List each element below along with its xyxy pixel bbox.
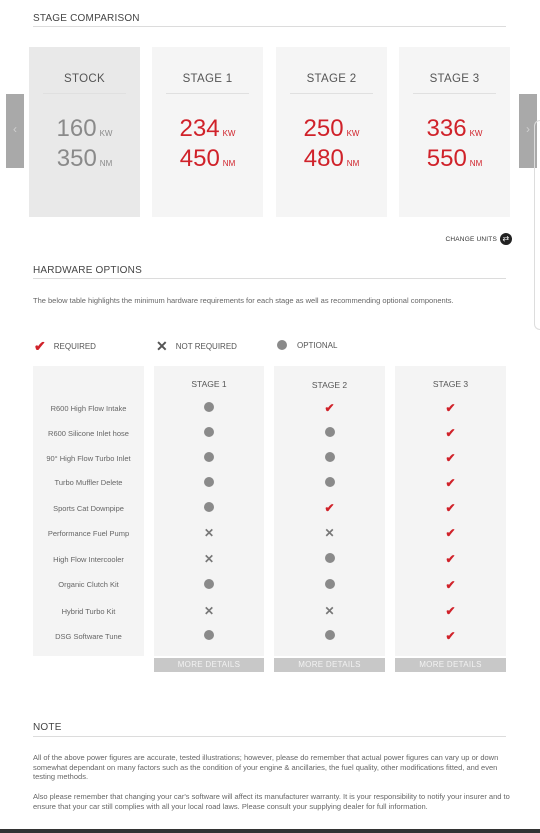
check-icon: ✔	[445, 501, 456, 515]
scroll-edge	[534, 120, 540, 330]
legend-label: REQUIRED	[53, 341, 96, 351]
torque-value: 480	[303, 145, 344, 172]
divider	[33, 278, 506, 279]
power-stat	[399, 115, 510, 143]
component-label: DSG Software Tune	[55, 632, 122, 641]
change-units-label: CHANGE UNITS	[445, 235, 497, 243]
legend-optional	[277, 340, 337, 350]
chevron-left-icon: ‹	[13, 122, 17, 136]
dot-icon	[274, 579, 385, 591]
cross-icon: ✕	[203, 552, 215, 566]
dot-icon	[154, 579, 264, 591]
check-icon: ✔	[445, 526, 456, 540]
check-icon: ✔	[445, 451, 456, 465]
more-details-button-stage-3[interactable]: MORE DETAILS	[395, 658, 506, 672]
stage-2-column	[274, 366, 385, 656]
component-label: Turbo Muffler Delete	[54, 478, 123, 487]
dot-icon	[274, 452, 385, 464]
component-column	[33, 366, 144, 656]
bottom-bar	[0, 829, 540, 833]
dot-icon	[154, 477, 264, 489]
check-icon: ✔	[445, 426, 456, 440]
power-value: 250	[303, 115, 344, 142]
dot-icon	[154, 402, 264, 414]
torque-value: 450	[179, 145, 220, 172]
check-icon: ✔	[34, 338, 46, 354]
power-unit: KW	[346, 129, 360, 138]
power-value: 160	[56, 115, 97, 142]
legend-label: NOT REQUIRED	[175, 341, 237, 351]
power-value: 336	[426, 115, 467, 142]
torque-unit: NM	[222, 159, 236, 168]
cross-icon: ✕	[324, 604, 335, 618]
power-stat	[152, 115, 263, 143]
check-icon: ✔	[445, 401, 456, 415]
note-title: NOTE	[33, 722, 62, 733]
stage-card-stage-1	[152, 47, 263, 217]
legend-required	[34, 340, 96, 352]
torque-unit: NM	[346, 159, 360, 168]
torque-stat	[29, 145, 140, 173]
check-icon: ✔	[324, 401, 335, 415]
component-label: 90° High Flow Turbo Inlet	[46, 454, 131, 463]
cross-icon: ✕	[324, 526, 335, 540]
divider	[33, 736, 506, 737]
column-header: STAGE 3	[432, 379, 469, 389]
swap-icon: ⇄	[500, 233, 512, 245]
legend-not-required	[156, 340, 237, 352]
power-unit: KW	[469, 129, 483, 138]
torque-value: 350	[56, 145, 97, 172]
check-icon: ✔	[445, 604, 456, 618]
check-icon: ✔	[324, 501, 335, 515]
torque-value: 550	[426, 145, 467, 172]
dot-icon	[154, 427, 264, 439]
torque-stat	[399, 145, 510, 173]
stage-card-stock	[29, 47, 140, 217]
power-stat	[29, 115, 140, 143]
torque-unit: NM	[99, 159, 113, 168]
cross-icon: ✕	[203, 526, 215, 540]
dot-icon	[277, 340, 287, 350]
check-icon: ✔	[445, 552, 456, 566]
torque-stat	[152, 145, 263, 173]
more-details-button-stage-1[interactable]: MORE DETAILS	[154, 658, 264, 672]
stage-1-column	[154, 366, 264, 656]
dot-icon	[274, 630, 385, 642]
divider	[33, 26, 506, 27]
stage-card-stage-2	[276, 47, 387, 217]
component-label: R600 Silicone Inlet hose	[48, 429, 129, 438]
check-icon: ✔	[445, 476, 456, 490]
divider	[166, 93, 249, 94]
torque-unit: NM	[469, 159, 483, 168]
prev-button[interactable]	[6, 94, 24, 168]
component-label: R600 High Flow Intake	[50, 404, 127, 413]
stage-name: STAGE 3	[429, 73, 480, 85]
torque-stat	[276, 145, 387, 173]
column-header: STAGE 1	[191, 379, 227, 389]
stage-comparison-title: STAGE COMPARISON	[33, 13, 140, 24]
power-value: 234	[179, 115, 220, 142]
cross-icon: ✕	[203, 604, 215, 618]
power-unit: KW	[222, 129, 236, 138]
check-icon: ✔	[445, 578, 456, 592]
check-icon: ✔	[445, 629, 456, 643]
legend-label: OPTIONAL	[297, 340, 338, 350]
power-unit: KW	[99, 129, 113, 138]
stage-3-column	[395, 366, 506, 656]
component-label: Hybrid Turbo Kit	[61, 607, 116, 616]
cross-icon: ✕	[156, 338, 168, 354]
dot-icon	[154, 452, 264, 464]
power-stat	[276, 115, 387, 143]
divider	[43, 93, 126, 94]
divider	[290, 93, 373, 94]
chevron-right-icon: ›	[526, 122, 530, 136]
change-units-button[interactable]	[445, 233, 512, 245]
component-label: Sports Cat Downpipe	[53, 504, 124, 513]
stage-name: STOCK	[64, 73, 105, 85]
component-label: Organic Clutch Kit	[58, 580, 119, 589]
dot-icon	[274, 477, 385, 489]
dot-icon	[274, 427, 385, 439]
note-paragraph: All of the above power figures are accurate, tested illustrations; however, please do remember that actual power figures can vary up or down somewhat dependant on many factors such as the condition of your engine & ancillaries, the fuel quality, other modifications fitted, and even testing methods.	[33, 753, 499, 781]
note-paragraph: Also please remember that changing your car's software will affect its manufacturer warranty. It is your responsibility to notify your insurer and to ensure that your car still complies with all your local road laws. Please consult your supplying dealer for full information.	[33, 792, 510, 811]
hardware-options-title: HARDWARE OPTIONS	[33, 265, 142, 276]
dot-icon	[154, 502, 264, 514]
divider	[413, 93, 496, 94]
stage-name: STAGE 2	[306, 73, 357, 85]
stage-card-stage-3	[399, 47, 510, 217]
stage-name: STAGE 1	[182, 73, 233, 85]
component-label: Performance Fuel Pump	[47, 529, 130, 538]
more-details-button-stage-2[interactable]: MORE DETAILS	[274, 658, 385, 672]
component-label: High Flow Intercooler	[53, 555, 124, 564]
column-header: STAGE 2	[311, 380, 348, 390]
hardware-description: The below table highlights the minimum hardware requirements for each stage as well as recommending optional components.	[33, 296, 454, 305]
dot-icon	[154, 630, 264, 642]
dot-icon	[274, 553, 385, 565]
